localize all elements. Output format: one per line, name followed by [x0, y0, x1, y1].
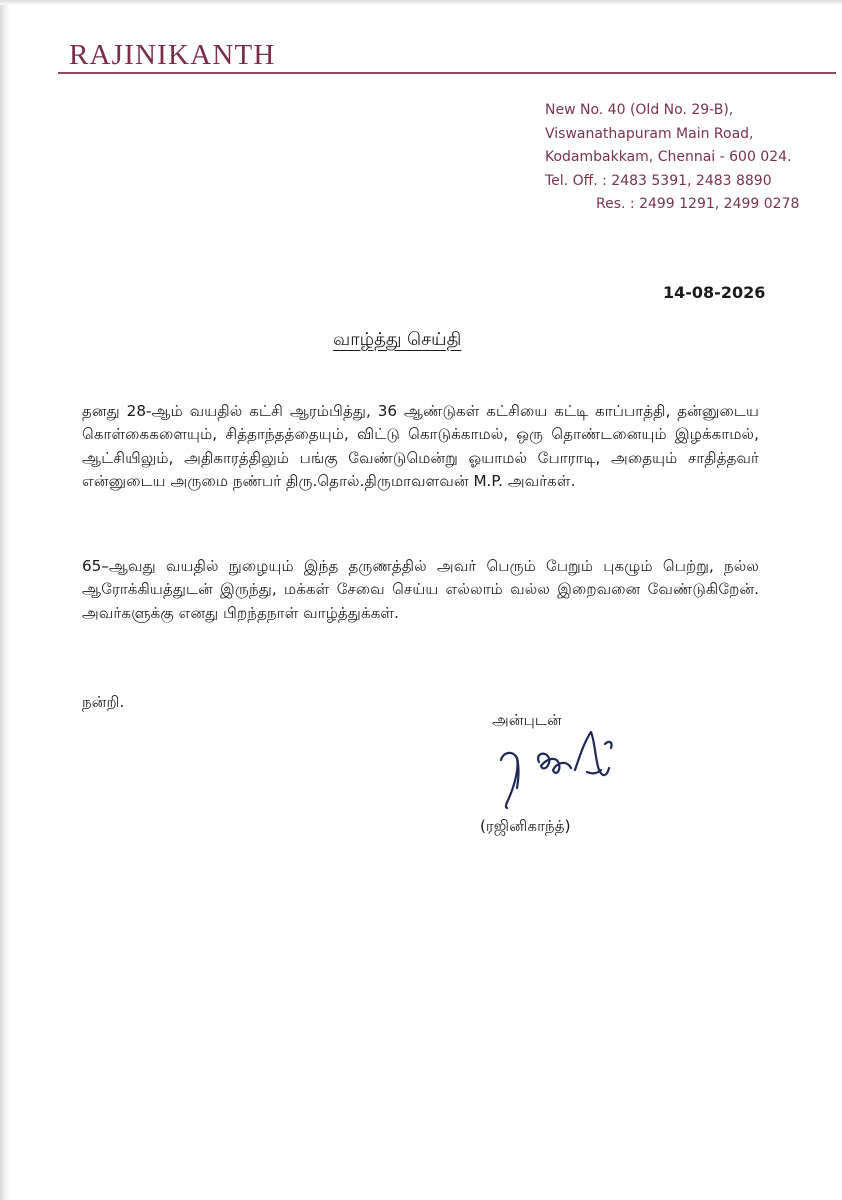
address-line: Kodambakkam, Chennai - 600 024. — [545, 149, 792, 165]
body-paragraph-1: தனது 28-ஆம் வயதில் கட்சி ஆரம்பித்து, 36 ஆண்டுகள் கட்சியை கட்டி காப்பாத்தி, தன்னுடைய கொள்கைகளையும், சித்தாந்தத்தையும், விட்டு கொடுக்காமல், ஒரு தொண்டனையும் இழக்காமல், ஆட்சியிலும், அதிகாரத்திலும் பங்கு வேண்டுமென்று ஓயாமல் போராடி, அதையும் சாதித்தவர் என்னுடைய அருமை நண்பர் திரு.தொல்.திருமாவளவன் M.P. அவர்கள். — [82, 402, 759, 491]
letter-date: 14-08-2026 — [663, 283, 766, 302]
letter-thanks: நன்றி. — [82, 693, 125, 711]
office-phone: Tel. Off. : 2483 5391, 2483 8890 — [545, 172, 772, 189]
letter-closing: அன்புடன் — [492, 711, 562, 729]
body-paragraph-2: 65–ஆவது வயதில் நுழையும் இந்த தருணத்தில் அவர் பெரும் பேறும் புகழும் பெற்று, நல்ல ஆரோக்கியத்துடன் இருந்து, மக்கள் சேவை செய்ய எல்லாம் வல்ல இறைவனை வேண்டுகிறேன். அவர்களுக்கு எனது பிறந்தநாள் வாழ்த்துக்கள். — [82, 557, 759, 622]
letterhead-rule — [58, 72, 836, 74]
paper-top-shadow — [0, 0, 842, 5]
address-line: New No. 40 (Old No. 29-B), — [545, 102, 734, 118]
handwritten-signature — [495, 728, 635, 810]
address-line: Viswanathapuram Main Road, — [545, 125, 754, 142]
residence-phone: Res. : 2499 1291, 2499 0278 — [596, 196, 800, 212]
letter-subject: வாழ்த்து செய்தி — [333, 329, 462, 350]
paper-edge-shadow — [0, 0, 10, 1200]
letterhead-name: RAJINIKANTH — [69, 39, 276, 71]
signatory-name: (ரஜினிகாந்த்) — [480, 817, 571, 835]
letterhead-address — [545, 99, 815, 217]
